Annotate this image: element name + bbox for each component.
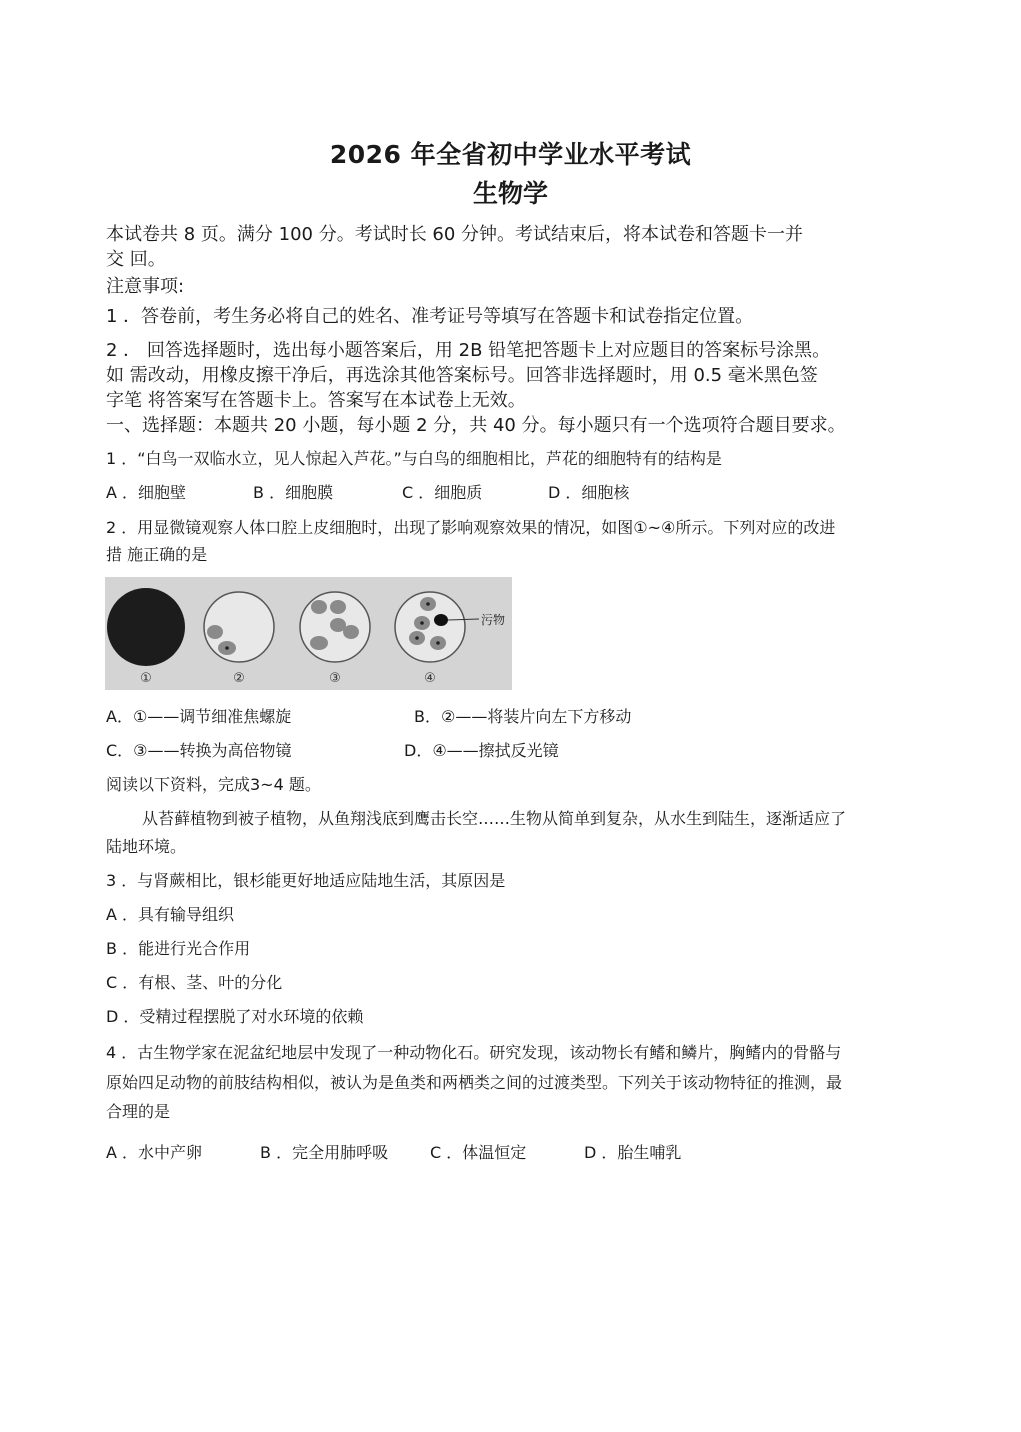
- q3-option-b: B ．能进行光合作用: [106, 939, 251, 958]
- view-3-cell: [310, 636, 328, 650]
- view-4-nucleus: [420, 621, 424, 625]
- section-heading: 一、选择题：本题共 20 小题，每小题 2 分，共 40 分。每小题只有一个选项符合题目要求。: [106, 415, 846, 436]
- figure-label-4: ④: [424, 671, 436, 686]
- view-3-cell: [330, 600, 346, 614]
- figure-label-2: ②: [233, 671, 245, 686]
- q4-option-c: C ．体温恒定: [430, 1143, 527, 1162]
- q2-option-a: A．①——调节细准焦螺旋: [106, 707, 292, 726]
- view-4-nucleus: [426, 602, 430, 606]
- reading-passage-line-2: 陆地环境。: [106, 837, 187, 856]
- q2-option-c: C．③——转换为高倍物镜: [106, 741, 292, 760]
- notice-item-2-line-1: 2 ． 回答选择题时，选出每小题答案后，用 2B 铅笔把答题卡上对应题目的答案标号涂黑。: [106, 340, 831, 361]
- notice-title: 注意事项:: [106, 276, 185, 297]
- exam-subject: 生物学: [472, 179, 548, 208]
- view-2-cell: [207, 625, 223, 639]
- view-3-cell: [311, 600, 327, 614]
- q2-option-b: B．②——将装片向左下方移动: [414, 707, 632, 726]
- q1-option-d: D ．细胞核: [548, 483, 630, 502]
- q4-stem-line-1: 4 ．古生物学家在泥盆纪地层中发现了一种动物化石。研究发现，该动物长有鳍和鳞片，胸鳍内的骨骼与: [106, 1043, 842, 1062]
- view-2-nucleus: [225, 646, 229, 650]
- view-4-nucleus: [436, 641, 440, 645]
- figure-label-3: ③: [329, 671, 341, 686]
- instructions-line-1: 本试卷共 8 页。满分 100 分。考试时长 60 分钟。考试结束后，将本试卷和答题卡一并: [106, 224, 804, 245]
- reading-intro: 阅读以下资料，完成3~4 题。: [106, 775, 321, 794]
- view-4-nucleus: [415, 636, 419, 640]
- instructions-line-2: 交 回。: [106, 249, 166, 270]
- q3-option-d: D ．受精过程摆脱了对水环境的依赖: [106, 1007, 364, 1026]
- q4-stem-line-3: 合理的是: [106, 1102, 171, 1121]
- q4-option-b: B ．完全用肺呼吸: [260, 1143, 389, 1162]
- q4-stem-line-2: 原始四足动物的前肢结构相似，被认为是鱼类和两栖类之间的过渡类型。下列关于该动物特征的推测，最: [106, 1073, 843, 1092]
- q1-stem: 1 ．“白鸟一双临水立，见人惊起入芦花。”与白鸟的细胞相比，芦花的细胞特有的结构是: [106, 449, 722, 468]
- view-1-dark-field: [107, 588, 185, 666]
- view-3-cell: [343, 625, 359, 639]
- q1-option-a: A ．细胞壁: [106, 483, 187, 502]
- reading-passage-line-1: 从苔藓植物到被子植物，从鱼翔浅底到鹰击长空……生物从简单到复杂，从水生到陆生，逐渐适应了: [142, 809, 847, 828]
- view-4-debris: [434, 614, 448, 626]
- notice-item-1: 1 ．答卷前，考生务必将自己的姓名、准考证号等填写在答题卡和试卷指定位置。: [106, 306, 754, 327]
- q4-option-d: D ．胎生哺乳: [584, 1143, 682, 1162]
- q2-stem-line-2: 措 施正确的是: [106, 545, 208, 564]
- microscope-figure: [105, 577, 512, 690]
- notice-item-2-line-3: 字笔 将答案写在答题卡上。答案写在本试卷上无效。: [106, 390, 526, 411]
- q4-option-a: A ．水中产卵: [106, 1143, 203, 1162]
- q3-stem: 3 ．与肾蕨相比，银杉能更好地适应陆地生活，其原因是: [106, 871, 506, 890]
- callout-label: 污物: [481, 613, 506, 627]
- q2-stem-line-1: 2 ．用显微镜观察人体口腔上皮细胞时，出现了影响观察效果的情况，如图①~④所示。下列对应的改进: [106, 518, 836, 537]
- q3-option-a: A ．具有输导组织: [106, 905, 235, 924]
- exam-title: 2026 年全省初中学业水平考试: [329, 140, 692, 169]
- q3-option-c: C ．有根、茎、叶的分化: [106, 973, 283, 992]
- q1-option-b: B ．细胞膜: [253, 483, 334, 502]
- q1-option-c: C ．细胞质: [402, 483, 483, 502]
- notice-item-2-line-2: 如 需改动，用橡皮擦干净后，再选涂其他答案标号。回答非选择题时，用 0.5 毫米黑色签: [106, 365, 818, 386]
- q2-option-d: D．④——擦拭反光镜: [404, 741, 559, 760]
- figure-label-1: ①: [140, 671, 152, 686]
